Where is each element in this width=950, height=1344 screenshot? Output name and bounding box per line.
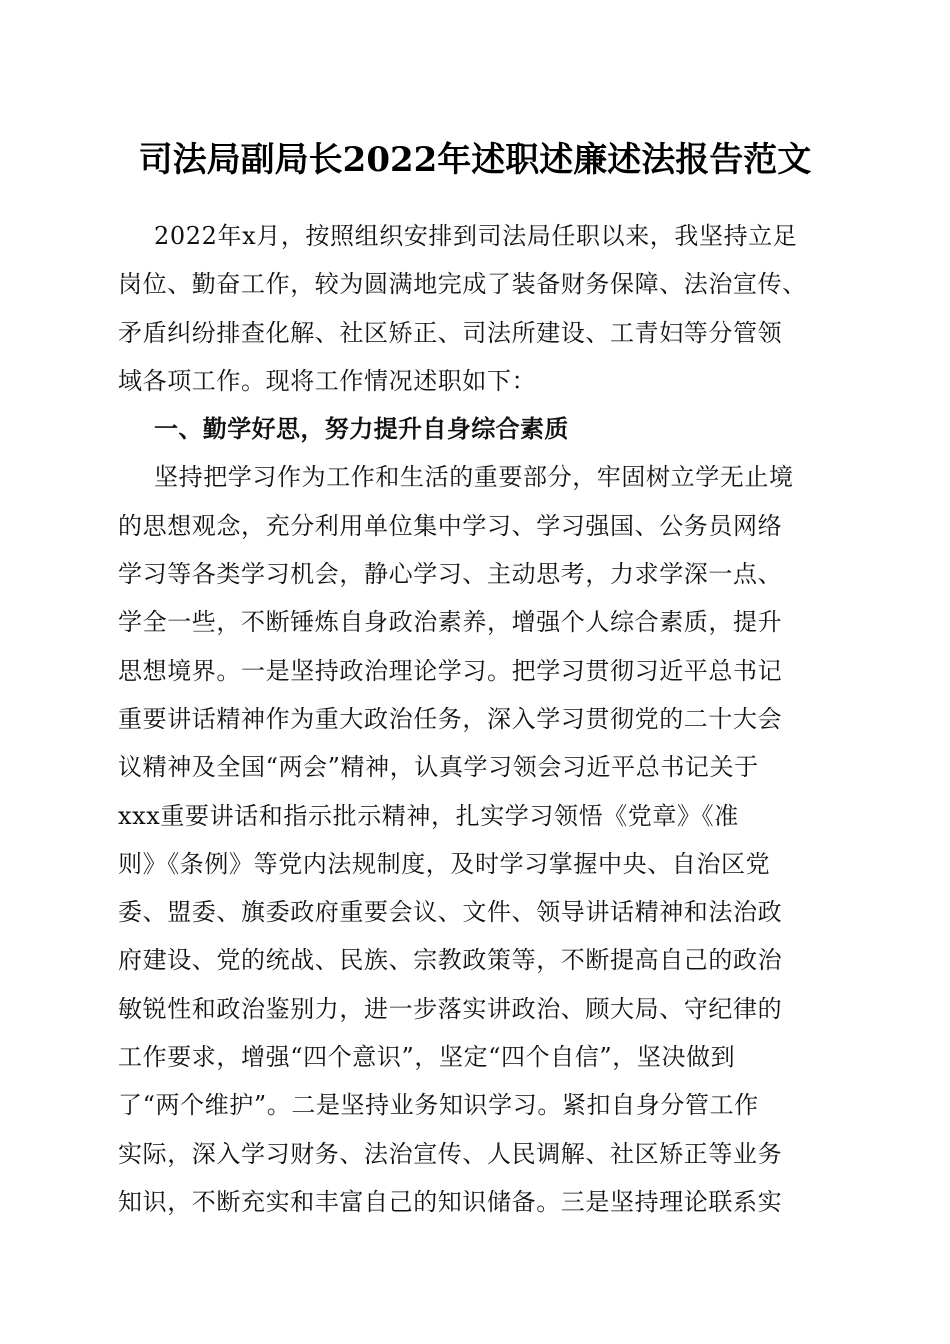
text-line: 矛盾纠纷排查化解、社区矫正、司法所建设、工青妇等分管领: [118, 318, 783, 347]
text-line: 知识，不断充实和丰富自己的知识储备。三是坚持理论联系实: [118, 1187, 783, 1216]
text-line: xxx重要讲话和指示批示精神，扎实学习领悟《党章》《准: [118, 801, 739, 830]
document-body: [118, 212, 838, 1226]
section1-paragraph: [118, 453, 838, 1226]
text-line: 了“两个维护”。二是坚持业务知识学习。紧扣自身分管工作: [118, 1091, 759, 1120]
text-line: 的思想观念，充分利用单位集中学习、学习强国、公务员网络: [118, 511, 783, 540]
text-line: 府建设、党的统战、民族、宗教政策等，不断提高自己的政治: [118, 946, 783, 975]
text-line: 坚持把学习作为工作和生活的重要部分，牢固树立学无止境: [154, 463, 794, 492]
section-heading: 一、勤学好思，努力提升自身综合素质: [154, 415, 569, 444]
document-title: 司法局副局长2022年述职述廉述法报告范文: [138, 140, 812, 180]
text-line: 则》《条例》等党内法规制度，及时学习掌握中央、自治区党: [118, 849, 771, 878]
text-line: 重要讲话精神作为重大政治任务，深入学习贯彻党的二十大会: [118, 704, 783, 733]
text-line: 敏锐性和政治鉴别力，进一步落实讲政治、顾大局、守纪律的: [118, 994, 783, 1023]
text-line: 委、盟委、旗委政府重要会议、文件、领导讲话精神和法治政: [118, 898, 783, 927]
text-line: 域各项工作。现将工作情况述职如下：: [118, 366, 537, 395]
intro-paragraph: [118, 212, 838, 405]
text-line: 思想境界。一是坚持政治理论学习。把学习贯彻习近平总书记: [118, 656, 783, 685]
text-line: 实际，深入学习财务、法治宣传、人民调解、社区矫正等业务: [118, 1139, 783, 1168]
text-line: 学全一些，不断锤炼自身政治素养，增强个人综合素质，提升: [118, 608, 783, 637]
text-line: 2022年x月，按照组织安排到司法局任职以来，我坚持立足: [154, 222, 798, 250]
text-line: 学习等各类学习机会，静心学习、主动思考，力求学深一点、: [118, 560, 783, 589]
text-line: 工作要求，增强“四个意识”，坚定“四个自信”，坚决做到: [118, 1043, 736, 1072]
text-line: 岗位、勤奋工作，较为圆满地完成了装备财务保障、法治宣传、: [118, 270, 807, 299]
text-line: 议精神及全国“两会”精神，认真学习领会习近平总书记关于: [118, 753, 759, 782]
